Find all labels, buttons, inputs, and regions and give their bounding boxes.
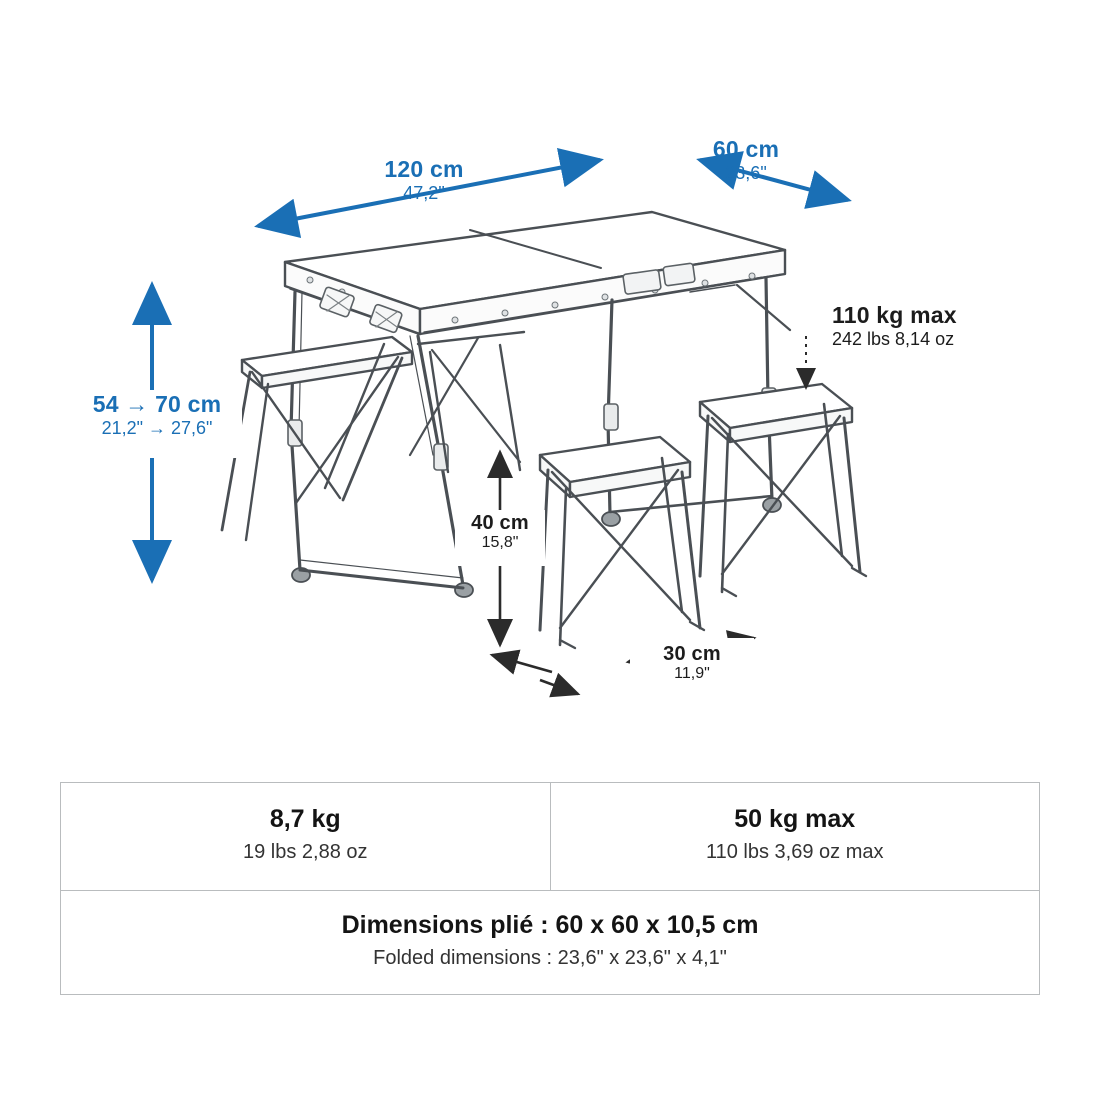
dimension-table-width: 60 cm 23,6" (712, 136, 780, 183)
cell-max-load: 50 kg max 110 lbs 3,69 oz max (550, 783, 1040, 891)
specification-table (60, 782, 1040, 995)
dimension-seat-width: 30 cm 11,9" (663, 643, 721, 683)
dimension-table-length: 120 cm 47,2" (384, 156, 464, 203)
cell-weight: 8,7 kg 19 lbs 2,88 oz (61, 783, 551, 891)
table-row (61, 783, 1040, 891)
table-row (61, 891, 1040, 995)
dimension-seat-height: 40 cm 15,8" (471, 512, 529, 552)
table-illustration (222, 212, 866, 648)
dimension-max-table-load: 110 kg max 242 lbs 8,14 oz (832, 302, 957, 349)
cell-folded-dimensions: Dimensions plié : 60 x 60 x 10,5 cm Folded dimensions : 23,6" x 23,6" x 4,1" (61, 891, 1040, 995)
dimension-table-height: 54 → 70 cm 21,2" → 27,6" (92, 391, 222, 438)
